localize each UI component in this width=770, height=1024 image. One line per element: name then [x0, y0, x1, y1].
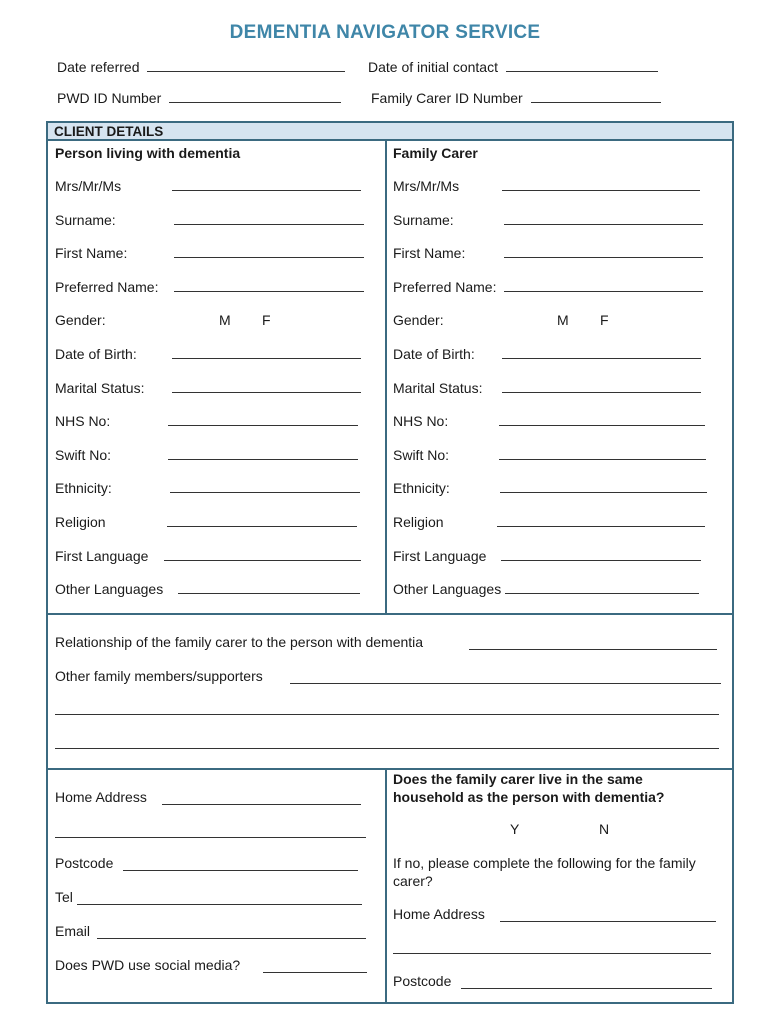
home-address-label: Home Address: [55, 789, 147, 805]
carer-home-address-field[interactable]: [393, 906, 485, 922]
left-field-label: Ethnicity:: [55, 480, 112, 497]
left-field-row[interactable]: [55, 480, 385, 498]
right-field-line[interactable]: [502, 392, 701, 393]
right-field-row[interactable]: [393, 212, 723, 230]
left-field-row[interactable]: [55, 346, 385, 364]
left-field-line[interactable]: [174, 291, 364, 292]
left-field-row[interactable]: [55, 178, 385, 196]
date-initial-contact-label: Date of initial contact: [368, 59, 498, 75]
home-address-line-1[interactable]: [162, 804, 361, 805]
postcode-label: Postcode: [55, 855, 114, 871]
right-field-label: First Language: [393, 547, 487, 564]
right-field-row[interactable]: [393, 447, 723, 465]
left-gender-male[interactable]: M: [219, 312, 231, 329]
right-field-row[interactable]: [393, 178, 723, 196]
tel-field[interactable]: [55, 889, 73, 905]
left-field-row[interactable]: [55, 413, 385, 431]
left-field-label: First Language: [55, 547, 149, 564]
email-label: Email: [55, 923, 91, 939]
left-field-row[interactable]: [55, 548, 385, 566]
other-family-line-1[interactable]: [290, 683, 721, 684]
right-field-label: Religion: [393, 514, 444, 530]
carer-home-address-label: Home Address: [393, 906, 485, 922]
relationship-line[interactable]: [469, 649, 717, 650]
left-field-line[interactable]: [174, 224, 364, 225]
other-family-line-3[interactable]: [55, 748, 719, 749]
right-field-line[interactable]: [500, 492, 707, 493]
left-field-line[interactable]: [168, 425, 358, 426]
carer-postcode-field[interactable]: [393, 973, 451, 989]
right-field-line[interactable]: [497, 526, 705, 527]
right-field-label: Gender:: [393, 312, 444, 329]
left-field-row[interactable]: [55, 447, 385, 465]
left-field-label: Gender:: [55, 312, 106, 329]
date-initial-contact-field[interactable]: [368, 59, 658, 75]
right-field-label: First Name:: [393, 245, 466, 262]
right-field-label: Ethnicity:: [393, 480, 450, 497]
right-field-line[interactable]: [505, 593, 699, 594]
left-field-label: Other Languages: [55, 581, 164, 598]
left-field-row[interactable]: [55, 245, 385, 263]
same-household-question: Does the family carer live in the same household as the person with dementia?: [393, 771, 665, 805]
right-field-row[interactable]: [393, 346, 723, 364]
date-referred-label: Date referred: [57, 59, 140, 75]
relationship-field[interactable]: [55, 634, 423, 650]
email-line[interactable]: [97, 938, 366, 939]
home-address-field[interactable]: [55, 789, 147, 805]
date-referred-line[interactable]: [147, 60, 345, 72]
left-field-line[interactable]: [172, 392, 361, 393]
carer-id-line[interactable]: [531, 91, 661, 103]
left-field-label: Mrs/Mr/Ms: [55, 178, 122, 194]
postcode-field[interactable]: [55, 855, 113, 871]
home-address-line-2[interactable]: [55, 837, 366, 838]
left-field-line[interactable]: [170, 492, 360, 493]
section-title: CLIENT DETAILS: [48, 123, 732, 141]
left-field-line[interactable]: [178, 593, 360, 594]
right-field-row[interactable]: [393, 279, 723, 297]
carer-postcode-label: Postcode: [393, 973, 452, 989]
client-details-frame: [46, 121, 734, 1004]
pwd-id-line[interactable]: [169, 91, 341, 103]
right-field-row[interactable]: [393, 413, 723, 431]
left-field-label: Date of Birth:: [55, 346, 137, 362]
left-field-label: First Name:: [55, 245, 128, 262]
right-field-row[interactable]: [393, 480, 723, 498]
email-field[interactable]: [55, 923, 90, 939]
right-field-line[interactable]: [502, 190, 700, 191]
right-field-row[interactable]: [393, 312, 723, 330]
left-field-line[interactable]: [164, 560, 361, 561]
left-field-row[interactable]: [55, 514, 385, 532]
right-field-line[interactable]: [499, 459, 706, 460]
right-field-line[interactable]: [504, 224, 703, 225]
left-gender-female[interactable]: F: [262, 312, 271, 329]
tel-label: Tel: [55, 889, 73, 905]
left-field-label: NHS No:: [55, 413, 111, 430]
left-field-line[interactable]: [172, 190, 361, 191]
right-field-label: Other Languages: [393, 581, 502, 598]
right-field-row[interactable]: [393, 581, 723, 599]
right-field-row[interactable]: [393, 245, 723, 263]
left-field-label: Surname:: [55, 211, 116, 228]
option-no[interactable]: N: [599, 821, 610, 837]
right-field-line[interactable]: [502, 358, 701, 359]
pwd-id-label: PWD ID Number: [57, 90, 162, 106]
right-field-row[interactable]: [393, 548, 723, 566]
right-field-line[interactable]: [504, 291, 703, 292]
right-field-line[interactable]: [501, 560, 701, 561]
right-field-row[interactable]: [393, 514, 723, 532]
social-media-field[interactable]: [55, 957, 240, 973]
left-field-line[interactable]: [172, 358, 361, 359]
tel-line[interactable]: [77, 904, 362, 905]
postcode-line[interactable]: [123, 870, 358, 871]
social-media-label: Does PWD use social media?: [55, 957, 241, 973]
carer-id-label: Family Carer ID Number: [371, 90, 523, 106]
right-field-label: Date of Birth:: [393, 346, 475, 362]
carer-home-address-line-2[interactable]: [393, 953, 711, 954]
right-gender-male[interactable]: M: [557, 312, 569, 329]
option-yes[interactable]: Y: [510, 821, 520, 837]
other-family-field[interactable]: [55, 668, 263, 684]
right-field-label: Swift No:: [393, 446, 450, 463]
left-column-heading: Person living with dementia: [55, 145, 241, 161]
pwd-id-field[interactable]: [57, 90, 341, 106]
right-gender-female[interactable]: F: [600, 312, 609, 329]
left-field-row[interactable]: [55, 380, 385, 398]
right-field-label: Marital Status:: [393, 379, 483, 396]
left-field-line[interactable]: [168, 459, 358, 460]
left-field-row[interactable]: [55, 212, 385, 230]
left-field-line[interactable]: [174, 257, 364, 258]
right-column-heading: Family Carer: [393, 145, 478, 161]
if-no-instruction: If no, please complete the following for the family carer?: [393, 855, 696, 889]
left-field-label: Religion: [55, 514, 106, 530]
other-family-label: Other family members/supporters: [55, 668, 263, 684]
relationship-label: Relationship of the family carer to the person with dementia: [55, 634, 424, 650]
right-field-label: Surname:: [393, 211, 454, 228]
left-field-line[interactable]: [167, 526, 357, 527]
right-field-row[interactable]: [393, 380, 723, 398]
right-field-line[interactable]: [504, 257, 703, 258]
left-field-row[interactable]: [55, 279, 385, 297]
left-field-label: Preferred Name:: [55, 278, 159, 295]
left-field-label: Marital Status:: [55, 379, 145, 396]
left-field-row[interactable]: [55, 581, 385, 599]
other-family-line-2[interactable]: [55, 714, 719, 715]
carer-postcode-line[interactable]: [461, 988, 712, 989]
right-field-label: Preferred Name:: [393, 278, 497, 295]
left-field-row[interactable]: [55, 312, 385, 330]
section-divider-1: [48, 613, 732, 615]
column-divider: [385, 141, 387, 615]
left-field-label: Swift No:: [55, 446, 112, 463]
date-referred-field[interactable]: [57, 59, 345, 75]
right-field-label: Mrs/Mr/Ms: [393, 178, 460, 194]
right-field-line[interactable]: [499, 425, 705, 426]
right-field-label: NHS No:: [393, 413, 449, 430]
date-initial-contact-line[interactable]: [506, 60, 658, 72]
page-title: DEMENTIA NAVIGATOR SERVICE: [229, 22, 541, 43]
carer-home-address-line-1[interactable]: [500, 921, 716, 922]
address-column-divider: [385, 770, 387, 1002]
social-media-line[interactable]: [263, 972, 367, 973]
carer-id-field[interactable]: [371, 90, 661, 106]
